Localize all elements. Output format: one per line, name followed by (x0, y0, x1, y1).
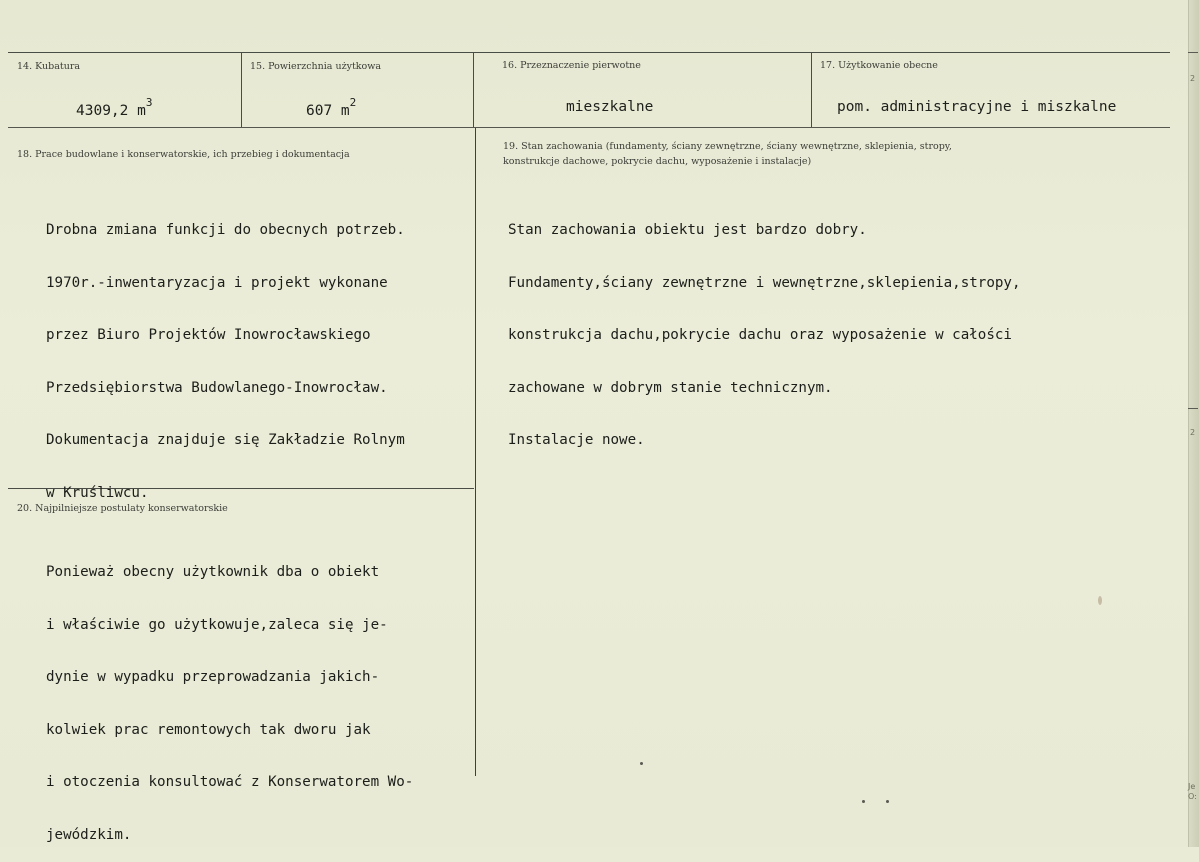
field18-line: 1970r.-inwentaryzacja i projekt wykonane (46, 274, 388, 291)
paper-stain (1098, 596, 1102, 605)
field15-unit-exponent: 2 (349, 96, 357, 109)
field18-line: Przedsiębiorstwa Budowlanego-Inowrocław. (46, 379, 388, 396)
field20-label: 20. Najpilniejsze postulaty konserwatorskie (17, 503, 228, 514)
margin-mark: Je (1188, 782, 1196, 791)
row-mid-line (8, 127, 1170, 128)
margin-tick (1188, 408, 1198, 409)
field16-value: mieszkalne (566, 99, 654, 115)
field20-line: jewódzkim. (46, 826, 132, 843)
divider-14-15 (241, 53, 242, 127)
field19-line: zachowane w dobrym stanie technicznym. (508, 379, 833, 396)
field20-line: Ponieważ obecny użytkownik dba o obiekt (46, 564, 380, 580)
field18-line: Drobna zmiana funkcji do obecnych potrzeb. (46, 222, 405, 238)
field18-label: 18. Prace budowlane i konserwatorskie, ich przebieg i dokumentacja (17, 149, 350, 160)
field19-line: konstrukcja dachu,pokrycie dachu oraz wyposażenie w całości (508, 327, 1012, 343)
field15-label: 15. Powierzchnia użytkowa (250, 61, 382, 72)
field19-line: Fundamenty,ściany zewnętrzne i wewnętrzne,sklepienia,stropy, (508, 274, 1021, 291)
divider-15-16 (473, 53, 474, 127)
field20-line: kolwiek prac remontowych tak dworu jak (46, 721, 371, 738)
field14-value (76, 96, 153, 119)
field20-line: i otoczenia konsultować z Konserwatorem Wo- (46, 774, 414, 790)
field14-unit-exponent: 3 (145, 96, 153, 109)
field19-line: Instalacje nowe. (508, 432, 645, 448)
field20-text (46, 529, 413, 862)
field19-text (508, 187, 1021, 467)
row-top-line (8, 52, 1170, 53)
field16-label: 16. Przeznaczenie pierwotne (502, 60, 641, 71)
divider-16-17 (811, 53, 812, 127)
paper-speck (640, 762, 643, 765)
margin-mark: 2 (1190, 428, 1196, 437)
field17-label: 17. Użytkowanie obecne (820, 60, 938, 71)
paper-speck (886, 800, 889, 803)
card-right-edge (1188, 0, 1199, 847)
margin-mark: O: (1188, 792, 1197, 801)
margin-tick (1188, 52, 1198, 53)
field20-line: i właściwie go użytkowuje,zaleca się je- (46, 616, 388, 633)
field17-value: pom. administracyjne i miszkalne (837, 99, 1117, 115)
field19-line: Stan zachowania obiektu jest bardzo dobry. (508, 222, 867, 238)
field19-label-line2: konstrukcje dachowe, pokrycie dachu, wyposażenie i instalacje) (503, 156, 812, 167)
field18-line: Dokumentacja znajduje się Zakładzie Rolnym (46, 432, 405, 448)
margin-mark: 2 (1190, 74, 1196, 83)
field20-line: dynie w wypadku przeprowadzania jakich- (46, 669, 380, 685)
divider-18-19 (475, 128, 476, 776)
paper-speck (862, 800, 865, 803)
field19-label-line1: 19. Stan zachowania (fundamenty, ściany zewnętrzne, ściany wewnętrzne, sklepienia, stropy, (503, 141, 952, 152)
field15-value (306, 96, 357, 119)
field14-number: 4309,2 m (76, 102, 146, 119)
field18-line: w Kruśliwcu. (46, 484, 149, 501)
field18-text (46, 187, 405, 520)
field15-number: 607 m (306, 102, 350, 119)
field14-label: 14. Kubatura (17, 61, 81, 72)
field18-line: przez Biuro Projektów Inowrocławskiego (46, 327, 371, 343)
